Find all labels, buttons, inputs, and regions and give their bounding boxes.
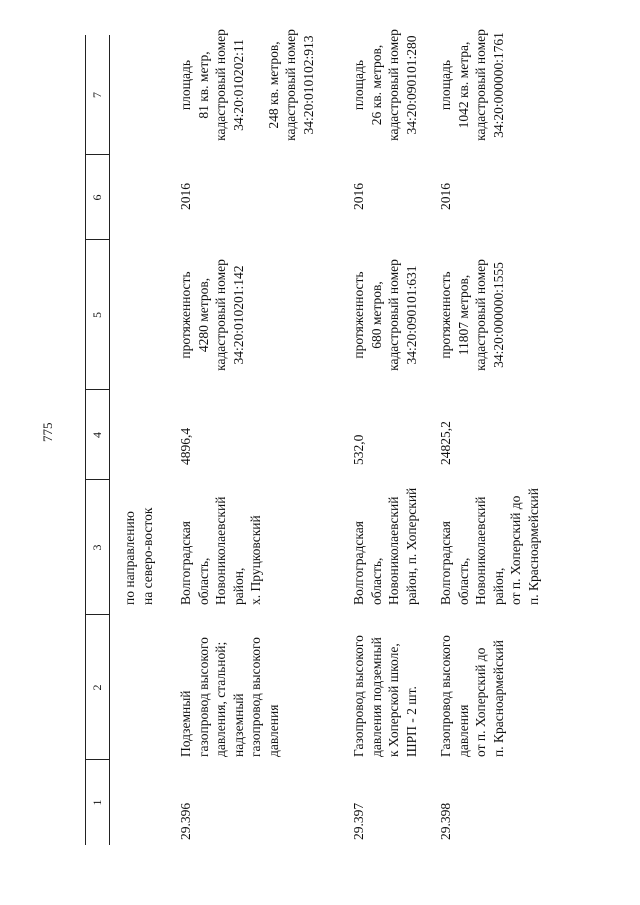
object-name: Газопровод высокого давления подземный к Хоперской школе, ШРП - 2 шт. (351, 635, 419, 757)
object-specs: протяженность 4280 метров, кадастровый номер 34:20:010201:142 (178, 259, 246, 371)
column-header-6: 6 (90, 194, 104, 201)
object-cost: 532,0 (351, 434, 366, 465)
object-location: Волгоградская область, Новониколаевский район, от п. Хоперский до п. Красноармейский (438, 488, 541, 605)
land-plot: площадь 81 кв. метр, кадастровый номер 34:20:010202:11 248 кв. метров, кадастровый номер 34:20:010102:913 (178, 29, 316, 141)
row-number: 29.396 (178, 802, 193, 840)
column-header-2: 2 (90, 684, 104, 691)
object-year: 2016 (178, 183, 193, 210)
object-specs: протяженность 11807 метров, кадастровый номер 34:20:000000:1555 (438, 259, 506, 371)
column-header-1: 1 (90, 799, 104, 806)
land-plot: площадь 26 кв. метров, кадастровый номер 34:20:090101:280 (351, 29, 419, 141)
column-header-4: 4 (90, 432, 104, 438)
object-cost: 4896,4 (178, 427, 193, 465)
object-location: Волгоградская область, Новониколаевский район, п. Хоперский (351, 487, 419, 605)
land-plot: площадь 1042 кв. метра, кадастровый номер 34:20:000000:1761 (438, 29, 506, 141)
page-number: 775 (40, 422, 55, 442)
header-bottom-border (109, 35, 110, 845)
object-name: Газопровод высокого давления от п. Хоперский до п. Красноармейский (438, 635, 506, 757)
object-specs: протяженность 680 метров, кадастровый номер 34:20:090101:631 (351, 259, 419, 371)
continuation-text: по направлению на северо-восток (122, 507, 155, 605)
object-year: 2016 (351, 183, 366, 210)
object-location: Волгоградская область, Новониколаевский район, х. Пруцковский (178, 496, 263, 605)
row-number: 29.398 (438, 802, 453, 840)
column-header-7: 7 (90, 92, 104, 98)
row-number: 29.397 (351, 802, 366, 840)
land-registry-table (85, 29, 541, 845)
object-cost: 24825,2 (438, 421, 453, 465)
column-header-3: 3 (90, 544, 104, 551)
object-year: 2016 (438, 183, 453, 210)
object-name: Подземный газопровод высокого давления, стальной; надземный газопровод высокого давления (178, 637, 281, 757)
column-header-5: 5 (90, 312, 104, 318)
